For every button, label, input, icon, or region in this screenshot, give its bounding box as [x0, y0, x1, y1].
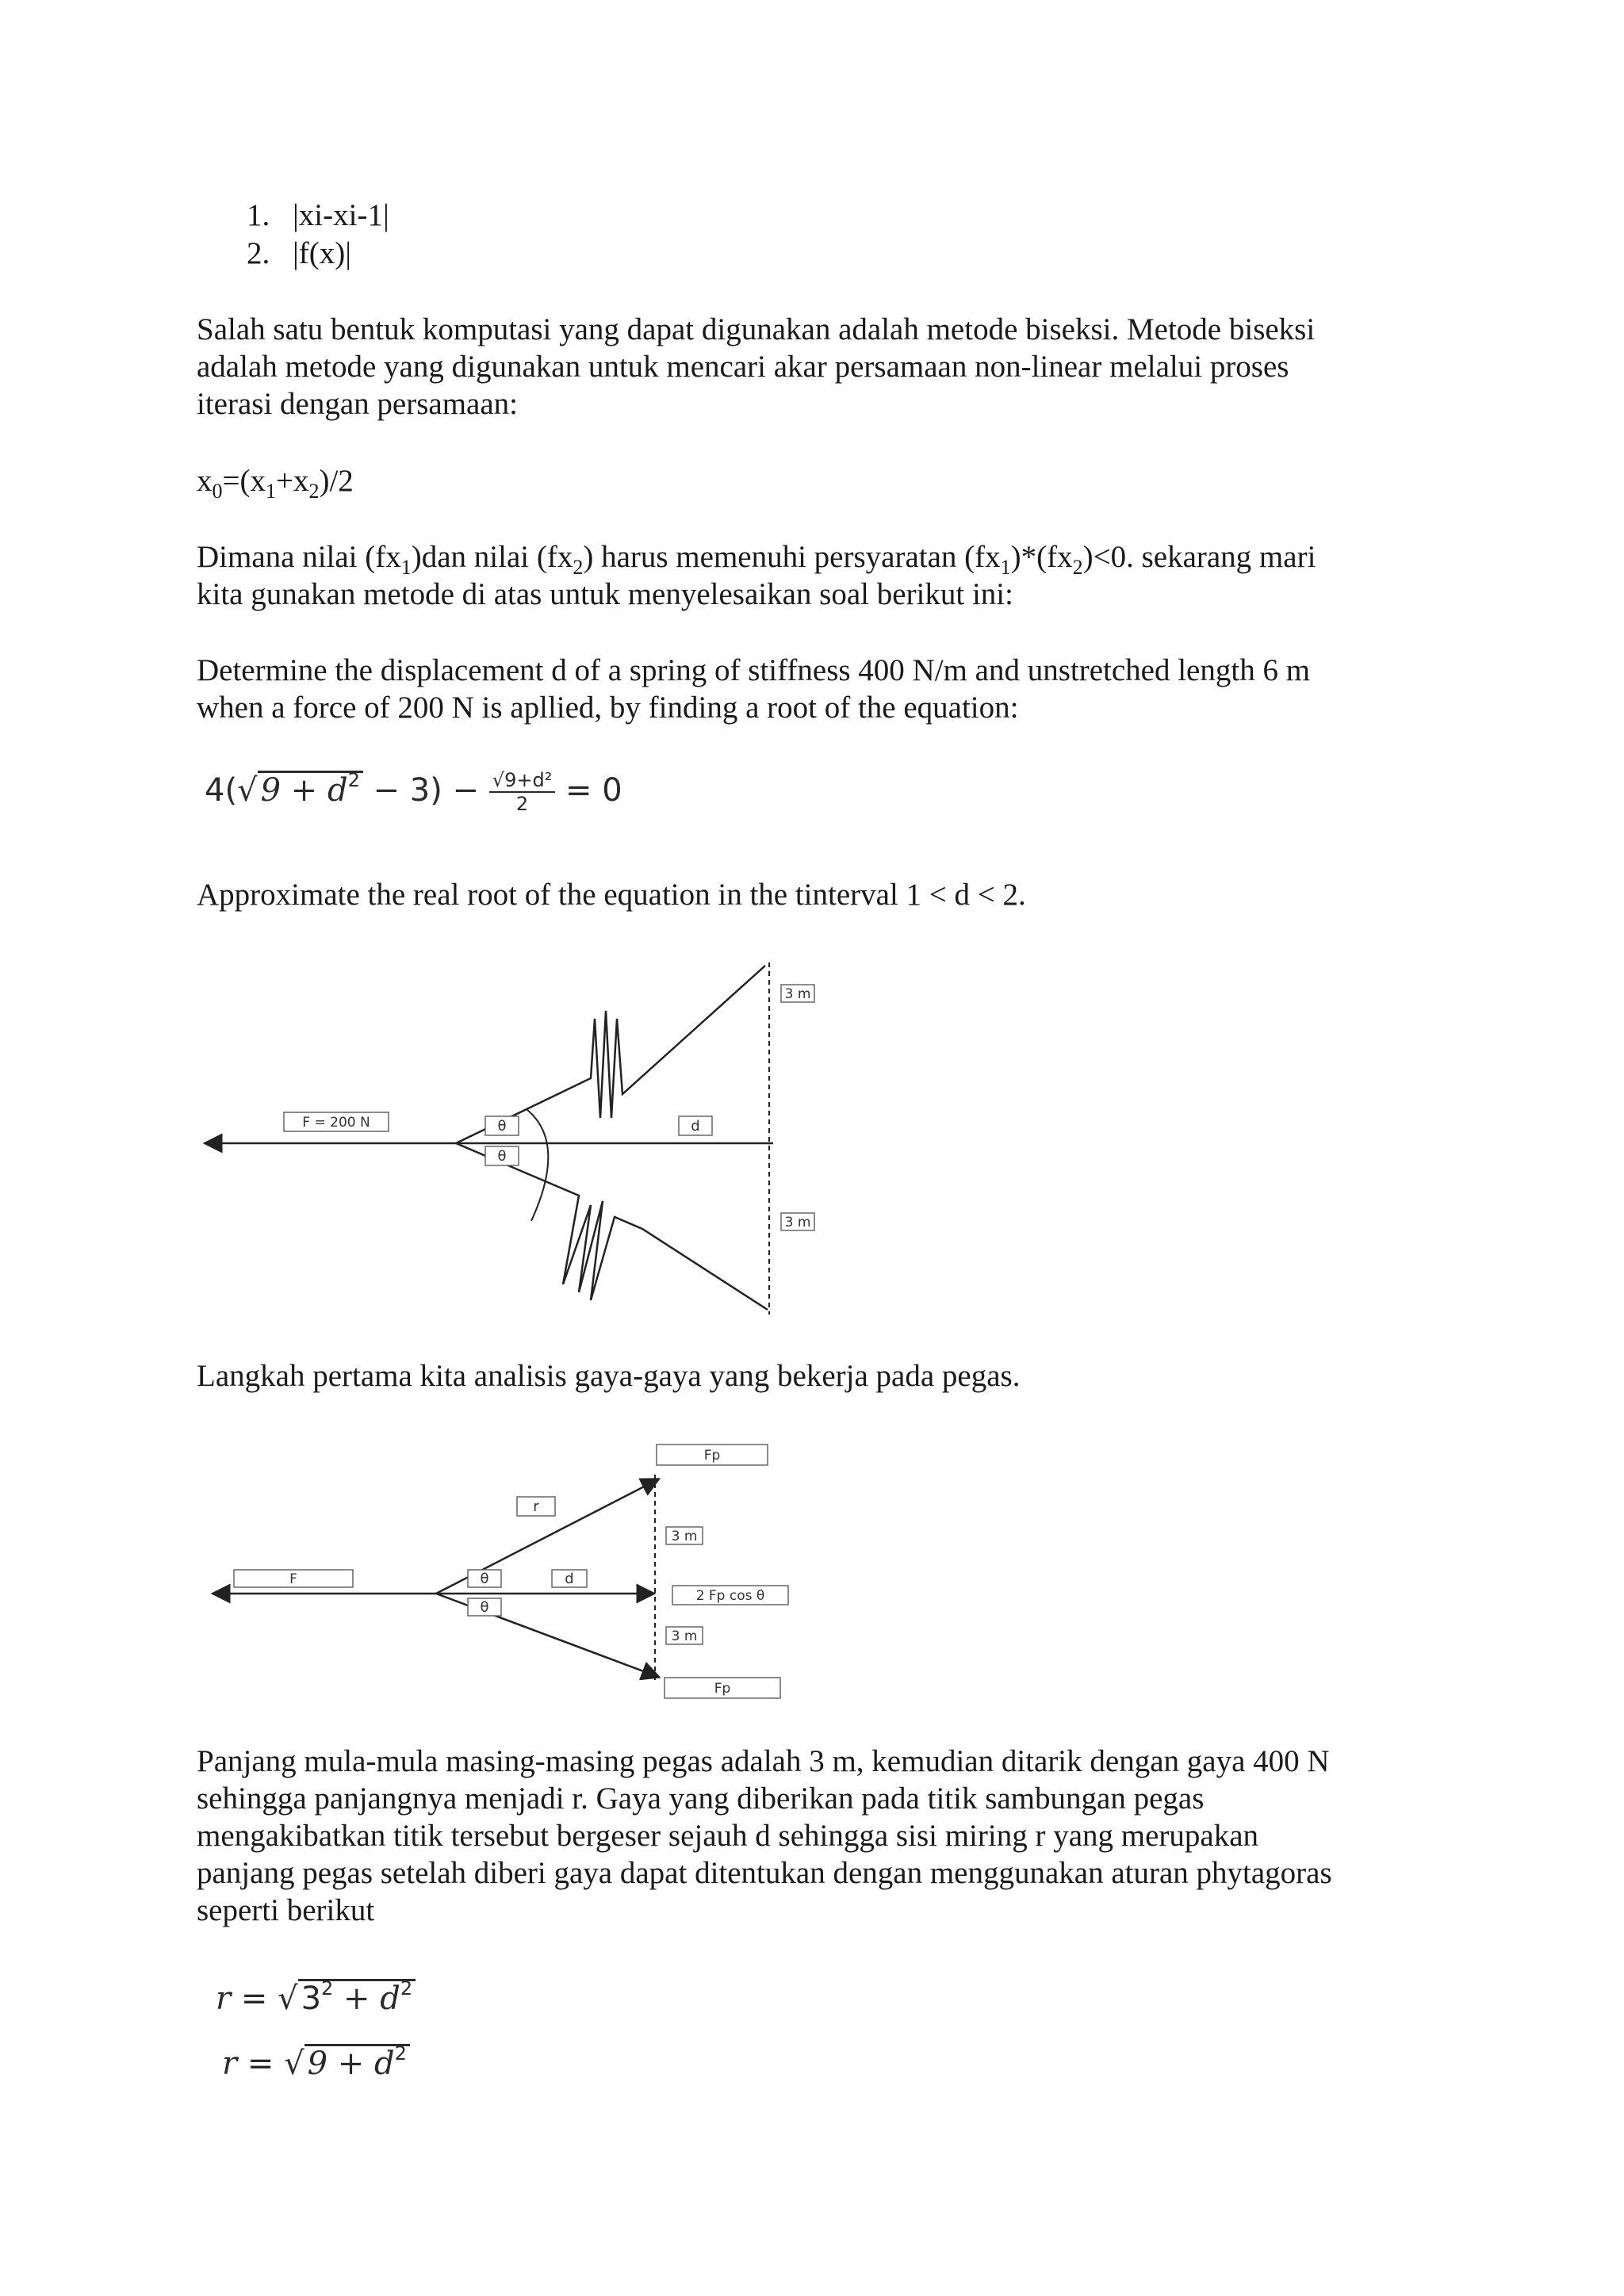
label-fp: Fp [703, 1448, 721, 1464]
label-3m: 3 m [671, 1628, 698, 1644]
label-r: r [533, 1498, 539, 1515]
radical: $9 + d^2$ [258, 771, 363, 808]
condition-line: Dimana nilai $(fx_1)dan$ nilai $(fx_2)$ harus memenuhi persyaratan $(fx_1)*(fx_2)<0$. sekarang mari [197, 540, 1316, 579]
equation-spring-root: 4(√ $9 + d^2 - 3$) − $\frac{\text{√9+d²}}{2}$ = 0 [205, 769, 622, 815]
approx-text: Approximate the real root of the equation in the tinterval 1 < d < 2. [197, 878, 1026, 912]
list-item [247, 197, 270, 234]
radical: $3^2 + d^2$ [298, 1979, 416, 2016]
spring-system-figure [190, 943, 872, 1324]
label-fp: Fp [714, 1681, 731, 1697]
explanation-line: sehingga panjangnya menjadi r. Gaya yang diberikan pada titik sambungan pegas [197, 1781, 1205, 1816]
lower-spring [456, 1143, 768, 1310]
label-d: d [691, 1118, 700, 1135]
label-theta: θ [480, 1599, 489, 1616]
list-item-text: |f(x)| [293, 236, 352, 270]
label-3m: 3 m [784, 1215, 811, 1230]
explanation-line: Panjang mula-mula masing-masing pegas adalah 3 m, kemudian ditarik dengan gaya 400 N [197, 1744, 1330, 1778]
label-F: F [289, 1571, 297, 1587]
label-force: F = 200 N [302, 1115, 370, 1131]
label-theta: θ [497, 1118, 507, 1135]
intro-line: iterasi dengan persamaan: [197, 387, 518, 421]
explanation-line: seperti berikut [197, 1893, 375, 1927]
label-theta: θ [497, 1148, 507, 1165]
intro-line: Salah satu bentuk komputasi yang dapat digunakan adalah metode biseksi. Metode biseksi [197, 312, 1316, 346]
list-item-text: |xi-xi-1| [293, 198, 389, 232]
label-3m: 3 m [784, 986, 811, 1002]
equation-pythagoras: r = √ $3^2 + d^2$ [216, 1979, 416, 2017]
list-item [247, 235, 270, 272]
fraction: $\frac{\text{√9+d²}}{2}$ [489, 769, 556, 815]
label-d: d [565, 1571, 574, 1587]
radical: $9 + d^2$ [304, 2044, 410, 2081]
label-theta: θ [480, 1571, 489, 1587]
label-3m: 3 m [671, 1529, 698, 1544]
explanation-line: panjang pegas setelah diberi gaya dapat ditentukan dengan menggunakan aturan phytagoras [197, 1856, 1332, 1890]
problem-line: Determine the displacement d of a spring of stiffness 400 N/m and unstretched length 6 m [197, 653, 1311, 687]
force-analysis-figure [206, 1443, 809, 1712]
list-marker: 1. [247, 198, 270, 232]
label-resultant: 2 Fp cos θ [695, 1588, 765, 1604]
step1-text: Langkah pertama kita analisis gaya-gaya yang bekerja pada pegas. [197, 1359, 1021, 1393]
equation-simplified: r = √ $9 + d^2$ [222, 2044, 410, 2082]
problem-line: when a force of 200 N is apllied, by finding a root of the equation: [197, 691, 1019, 725]
explanation-line: mengakibatkan titik tersebut bergeser sejauh d sehingga sisi miring r yang merupakan [197, 1819, 1259, 1853]
angle-arc [527, 1110, 548, 1221]
list-marker: 2. [247, 236, 270, 270]
bisection-formula: $x_0=(x_1+x_2)/2$ [197, 464, 354, 503]
condition-line: kita gunakan metode di atas untuk menyelesaikan soal berikut ini: [197, 577, 1013, 611]
intro-line: adalah metode yang digunakan untuk mencari akar persamaan non-linear melalui proses [197, 350, 1289, 384]
